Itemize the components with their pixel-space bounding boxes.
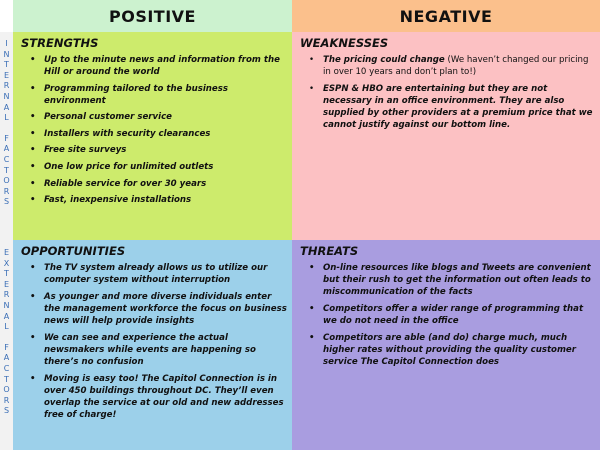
strengths-item: • One low price for unlimited outlets — [44, 161, 288, 173]
side-letter: T — [4, 165, 9, 175]
side-letter: A — [3, 102, 10, 112]
opportunities-item: • As younger and more diverse individuals enter the management workforce the focus on business news will help provide insights — [44, 291, 288, 327]
side-letter: R — [3, 81, 10, 91]
strengths-list — [21, 54, 288, 206]
strengths-item: • Programming tailored to the business environment — [44, 83, 288, 107]
side-letter: R — [3, 395, 10, 405]
threats-list — [300, 262, 596, 368]
weaknesses-item — [323, 83, 596, 131]
side-letter: T — [4, 60, 9, 70]
side-letter: S — [3, 197, 10, 207]
opportunities-quadrant — [13, 240, 292, 450]
weaknesses-quadrant — [292, 32, 600, 240]
threats-title: THREATS — [300, 244, 359, 258]
strengths-item: • Installers with security clearances — [44, 128, 288, 140]
strengths-item: • Personal customer service — [44, 111, 288, 123]
side-letter: X — [3, 258, 10, 268]
side-letter: A — [3, 144, 10, 154]
strengths-item: • Free site surveys — [44, 144, 288, 156]
strengths-item: • Fast, inexpensive installations — [44, 194, 288, 206]
threats-quadrant — [292, 240, 600, 450]
side-letter: N — [3, 300, 10, 310]
opportunities-item: • The TV system already allows us to utilize our computer system without interruption — [44, 262, 288, 286]
weaknesses-item — [323, 54, 596, 78]
side-letter: O — [3, 176, 10, 186]
weaknesses-title: WEAKNESSES — [300, 36, 389, 50]
side-letter: R — [3, 290, 10, 300]
strengths-item: • Up to the minute news and information from the Hill or around the world — [44, 54, 288, 78]
side-letter: L — [4, 322, 9, 332]
side-letter: F — [4, 342, 9, 352]
side-letter: E — [3, 248, 10, 257]
weakness-note: (We haven’t changed our pricing in over 10 years and don’t plan to!) — [323, 55, 589, 77]
strengths-quadrant — [13, 32, 292, 240]
side-letter: C — [3, 363, 10, 373]
side-letter: I — [5, 39, 8, 48]
side-letter: O — [3, 385, 10, 395]
side-letter: A — [3, 311, 10, 321]
external-factors-label — [0, 240, 13, 450]
opportunities-title: OPPORTUNITIES — [21, 244, 126, 258]
side-letter: C — [3, 154, 10, 164]
side-letter: R — [3, 186, 10, 196]
side-letter: E — [3, 279, 10, 289]
opportunities-list — [21, 262, 288, 421]
negative-header: NEGATIVE — [292, 0, 600, 32]
internal-factors-label — [0, 32, 13, 240]
side-letter: A — [3, 353, 10, 363]
side-letter: L — [4, 113, 9, 123]
weaknesses-list — [300, 54, 596, 131]
threats-item: • Competitors are able (and do) charge much, much higher rates without providing the quality customer service The Capitol Connection does — [323, 332, 596, 368]
side-letter: E — [3, 70, 10, 80]
side-letter: T — [4, 269, 9, 279]
opportunities-item: • We can see and experience the actual newsmakers while events are happening so there’s no confusion — [44, 332, 288, 368]
weakness-emphasis: ESPN & HBO are entertaining but they are not necessary in an office environment. They are also supplied by other providers at a premium price that we cannot justify against our bottom line. — [323, 84, 593, 130]
weakness-emphasis: The pricing could change — [323, 55, 445, 65]
side-letter: S — [3, 406, 10, 416]
side-letter: T — [4, 374, 9, 384]
threats-item: • On-line resources like blogs and Tweets are convenient but their rush to get the information out often leads to miscommunication of the facts — [323, 262, 596, 298]
side-letter: N — [3, 91, 10, 101]
strengths-title: STRENGTHS — [21, 36, 99, 50]
opportunities-item: • Moving is easy too! The Capitol Connection is in over 450 buildings throughout DC. They’ll even overlap the service at our old and new addresses free of charge! — [44, 373, 288, 421]
positive-header: POSITIVE — [13, 0, 292, 32]
side-letter: F — [4, 133, 9, 143]
side-letter: N — [3, 49, 10, 59]
strengths-item: • Reliable service for over 30 years — [44, 178, 288, 190]
threats-item: • Competitors offer a wider range of programming that we do not need in the office — [323, 303, 596, 327]
